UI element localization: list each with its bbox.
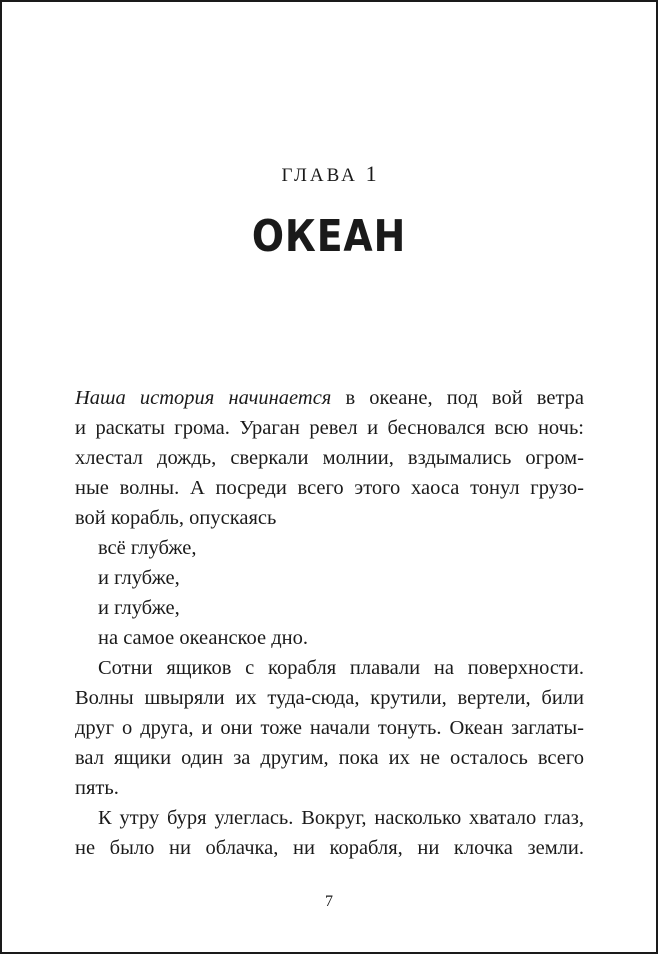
text-line-9: на самое океанское дно.: [98, 627, 308, 649]
text-line-8: и глубже,: [98, 597, 180, 619]
text-line-4: ные волны. А посреди всего этого хаоса тонул грузо-: [75, 477, 584, 499]
text-line-1: [75, 383, 584, 413]
body-text: [75, 383, 584, 863]
text-line-11: Волны швыряли их туда-сюда, крутили, вертели, били: [75, 687, 584, 709]
text-line-3: хлестал дождь, сверкали молнии, вздымались огром-: [75, 447, 584, 469]
text-line-10: Сотни ящиков с корабля плавали на поверхности.: [98, 657, 584, 679]
text-line-1-rest: в океане, под вой ветра: [331, 387, 584, 409]
text-line-6: всё глубже,: [98, 537, 197, 559]
text-line-7: и глубже,: [98, 567, 180, 589]
text-line-12: друг о друга, и они тоже начали тонуть. Океан заглаты-: [75, 717, 584, 739]
text-line-5: вой корабль, опускаясь: [75, 507, 277, 529]
chapter-title: ОКЕАН: [251, 211, 407, 262]
chapter-label-word: ГЛАВА: [281, 165, 358, 186]
text-line-14: пять.: [75, 777, 119, 799]
chapter-number: 1: [365, 161, 377, 186]
italic-phrase: Наша история начинается: [75, 387, 332, 409]
text-line-13: вал ящики один за другим, пока их не осталось всего: [75, 747, 584, 769]
text-line-15: К утру буря улеглась. Вокруг, насколько хватало глаз,: [98, 807, 584, 829]
chapter-label: [2, 162, 656, 188]
text-line-16: не было ни облачка, ни корабля, ни клочка земли.: [75, 837, 584, 859]
text-line-2: и раскаты грома. Ураган ревел и бесновался всю ночь:: [75, 417, 584, 439]
page-number: 7: [325, 893, 333, 910]
